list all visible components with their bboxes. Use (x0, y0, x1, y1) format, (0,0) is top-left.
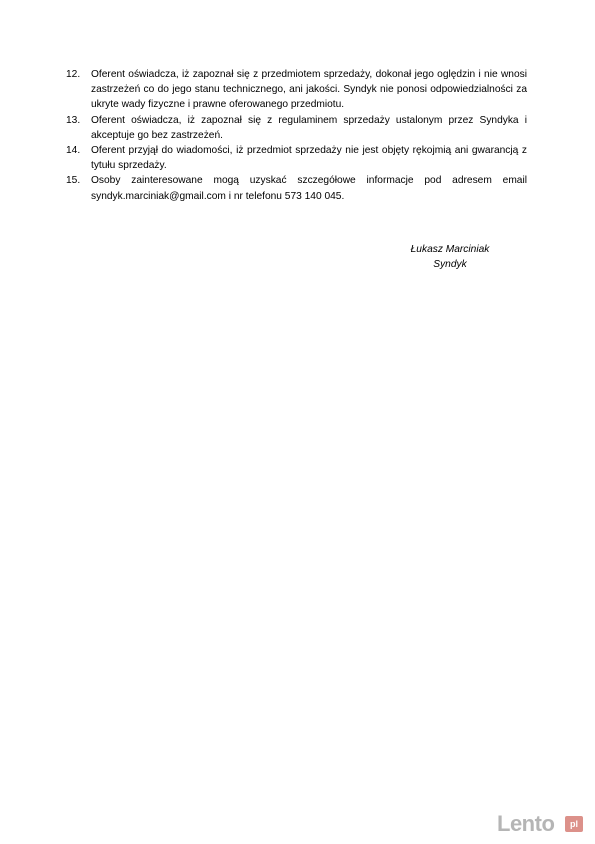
clause-text: Osoby zainteresowane mogą uzyskać szczegółowe informacje pod adresem email syndyk.marciniak@gmail.com i nr telefonu 573 140 045. (91, 175, 527, 202)
signature-name: Łukasz Marciniak (410, 244, 490, 255)
lento-watermark-logo (497, 812, 587, 836)
clause-12 (66, 67, 527, 113)
clause-number: 15. (66, 175, 81, 187)
clause-list (66, 67, 527, 204)
clause-text: Oferent przyjął do wiadomości, iż przedmiot sprzedaży nie jest objęty rękojmią ani gwarancją z tytułu sprzedaży. (91, 145, 527, 172)
signature-role: Syndyk (433, 259, 467, 270)
clause-number: 13. (66, 114, 81, 126)
clause-13 (66, 113, 527, 143)
clause-15 (66, 173, 527, 203)
clause-number: 14. (66, 145, 81, 157)
signature-block (380, 242, 520, 272)
clause-text: Oferent oświadcza, iż zapoznał się z regulaminem sprzedaży ustalonym przez Syndyka i akceptuje go bez zastrzeżeń. (91, 114, 527, 141)
watermark-badge: pl (565, 816, 583, 832)
clause-14 (66, 143, 527, 173)
clause-text: Oferent oświadcza, iż zapoznał się z przedmiotem sprzedaży, dokonał jego oględzin i nie wnosi zastrzeżeń co do jego stanu technicznego, ani jakości. Syndyk nie ponosi odpowiedzialności za ukryte wady fizyczne i prawne oferowanego przedmiotu. (91, 69, 527, 111)
watermark-word: Lento (497, 811, 555, 836)
clause-number: 12. (66, 69, 81, 80)
